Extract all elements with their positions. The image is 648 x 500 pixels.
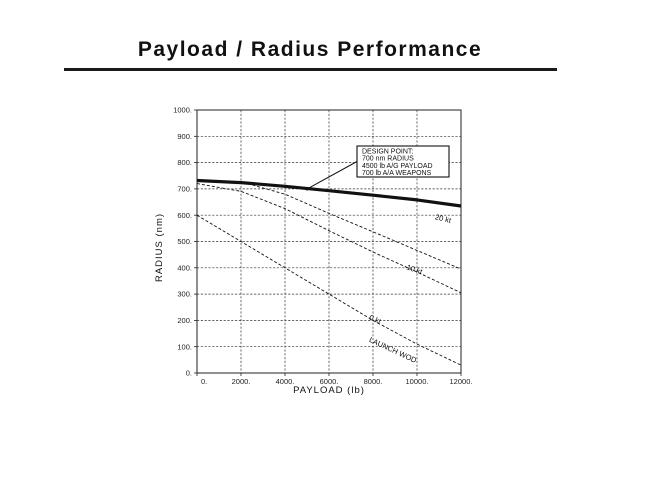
curve-label-20-kt: 20 kt	[434, 212, 453, 226]
x-tick-label: 6000.	[319, 377, 339, 386]
radius-curve-20-kt	[248, 184, 461, 270]
design-point-text: 700 nm RADIUS	[362, 155, 414, 163]
y-tick-label: 900.	[177, 131, 192, 141]
y-axis-title: RADIUS (nm)	[154, 212, 165, 283]
launch-wod-label: LAUNCH WOD	[367, 335, 419, 365]
design-point-leader	[309, 162, 357, 188]
y-tick-label: 1000.	[173, 105, 192, 115]
curve-label-0-kt: 0 kt	[367, 312, 383, 327]
x-tick-label: 12000.	[449, 377, 473, 386]
page-title: Payload / Radius Performance	[137, 38, 483, 61]
y-tick-label: 500.	[177, 237, 192, 247]
y-tick-label: 400.	[177, 263, 192, 273]
y-tick-label: 200.	[177, 316, 192, 325]
y-tick-label: 300.	[177, 289, 192, 299]
x-tick-label: 8000.	[363, 377, 383, 386]
design-point-text: 700 lb A/A WEAPONS	[362, 170, 432, 178]
design-point-text: 4500 lb A/G PAYLOAD	[362, 162, 433, 170]
y-tick-label: 700.	[177, 184, 192, 194]
x-tick-label: 10000.	[405, 377, 429, 386]
y-tick-label: 0.	[185, 368, 192, 378]
design-point-text: DESIGN POINT:	[362, 148, 414, 156]
x-tick-label: 4000.	[275, 377, 295, 386]
curve-label-10-kt: 10 kt	[405, 262, 424, 277]
x-tick-label: 0.	[201, 377, 208, 386]
y-tick-label: 100.	[177, 342, 192, 352]
y-tick-label: 800.	[177, 158, 192, 168]
y-tick-label: 600.	[177, 210, 192, 220]
design-point-marker	[305, 187, 308, 190]
x-tick-label: 2000.	[231, 377, 251, 386]
x-axis-title: PAYLOAD (lb)	[293, 385, 365, 396]
